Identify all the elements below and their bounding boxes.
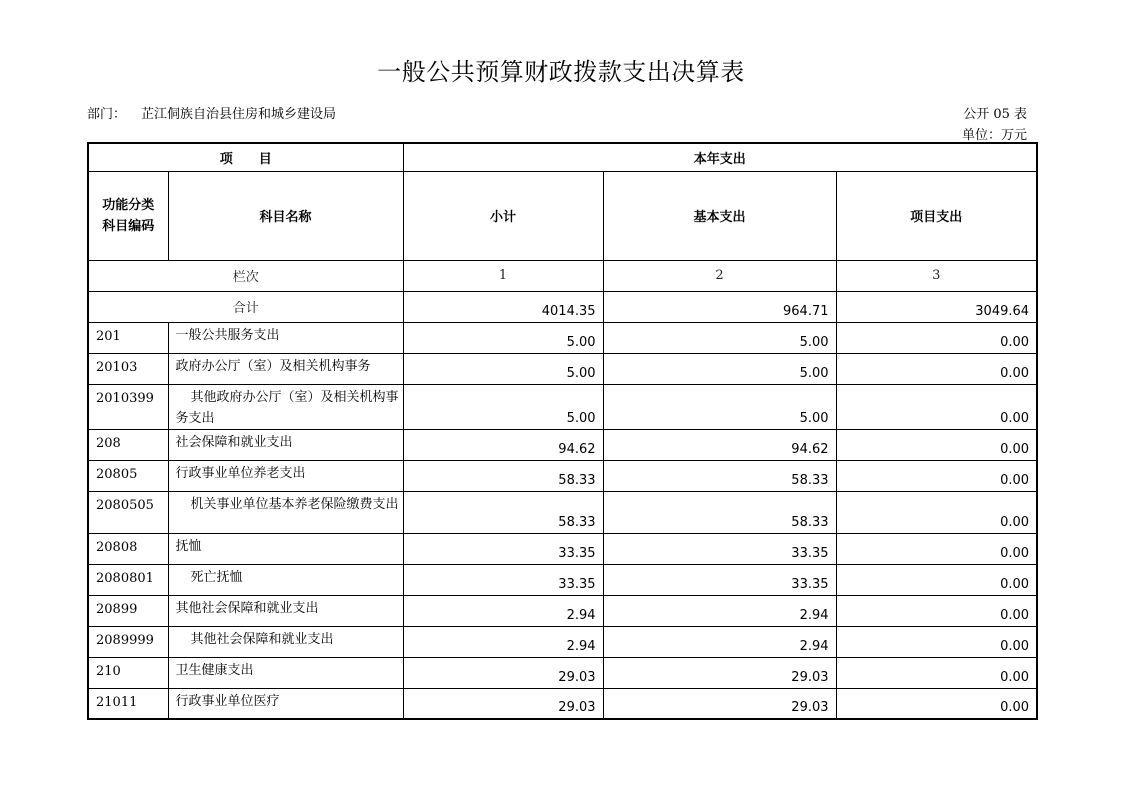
row-project: 0.00 [836, 460, 1037, 491]
row-basic: 29.03 [603, 688, 836, 719]
row-subtotal: 2.94 [403, 626, 603, 657]
row-code: 20808 [88, 533, 168, 564]
budget-table [87, 142, 1038, 720]
row-subject-name: 抚恤 [168, 533, 403, 564]
row-subtotal: 94.62 [403, 429, 603, 460]
row-subtotal: 2.94 [403, 595, 603, 626]
header-project: 项 目 [88, 143, 403, 171]
total-label: 合计 [88, 291, 403, 322]
row-basic: 58.33 [603, 460, 836, 491]
row-subject-name: 政府办公厅（室）及相关机构事务 [168, 353, 403, 384]
row-basic: 2.94 [603, 626, 836, 657]
column-number-1: 1 [403, 260, 603, 291]
table-row [88, 384, 1037, 429]
header-subject-name: 科目名称 [168, 171, 403, 260]
total-project: 3049.64 [836, 291, 1037, 322]
row-subject-name: 机关事业单位基本养老保险缴费支出 [168, 491, 403, 533]
row-subtotal: 33.35 [403, 564, 603, 595]
form-number: 公开 05 表 [963, 107, 1027, 122]
header-code-line2: 科目编码 [102, 218, 155, 234]
page-title: 一般公共预算财政拨款支出决算表 [377, 58, 745, 86]
row-project: 0.00 [836, 688, 1037, 719]
row-project: 0.00 [836, 353, 1037, 384]
table-row [88, 626, 1037, 657]
department-name: 芷江侗族自治县住房和城乡建设局 [141, 107, 337, 122]
table-row [88, 353, 1037, 384]
row-basic: 29.03 [603, 657, 836, 688]
row-basic: 58.33 [603, 491, 836, 533]
table-row [88, 429, 1037, 460]
row-subtotal: 58.33 [403, 491, 603, 533]
row-basic: 2.94 [603, 595, 836, 626]
row-basic: 33.35 [603, 533, 836, 564]
row-subtotal: 29.03 [403, 688, 603, 719]
row-code: 201 [88, 322, 168, 353]
row-basic: 5.00 [603, 384, 836, 429]
row-basic: 33.35 [603, 564, 836, 595]
table-row [88, 595, 1037, 626]
row-code: 20103 [88, 353, 168, 384]
row-code: 21011 [88, 688, 168, 719]
row-project: 0.00 [836, 322, 1037, 353]
row-basic: 5.00 [603, 322, 836, 353]
row-subtotal: 29.03 [403, 657, 603, 688]
column-number-3: 3 [836, 260, 1037, 291]
row-project: 0.00 [836, 657, 1037, 688]
row-basic: 5.00 [603, 353, 836, 384]
row-code: 2080505 [88, 491, 168, 533]
row-subtotal: 5.00 [403, 322, 603, 353]
row-project: 0.00 [836, 429, 1037, 460]
header-project-expense: 项目支出 [836, 171, 1037, 260]
row-subject-name: 其他社会保障和就业支出 [168, 626, 403, 657]
row-code: 20805 [88, 460, 168, 491]
row-subject-name: 行政事业单位医疗 [168, 688, 403, 719]
header-code-line1: 功能分类 [102, 197, 155, 213]
row-project: 0.00 [836, 626, 1037, 657]
header-row-1 [88, 143, 1037, 171]
row-subject-name: 一般公共服务支出 [168, 322, 403, 353]
row-code: 20899 [88, 595, 168, 626]
header-basic: 基本支出 [603, 171, 836, 260]
header-current-year: 本年支出 [403, 143, 1037, 171]
row-subtotal: 5.00 [403, 384, 603, 429]
row-code: 2010399 [88, 384, 168, 429]
row-project: 0.00 [836, 491, 1037, 533]
row-project: 0.00 [836, 384, 1037, 429]
table-row [88, 460, 1037, 491]
row-project: 0.00 [836, 564, 1037, 595]
row-project: 0.00 [836, 533, 1037, 564]
column-number-row [88, 260, 1037, 291]
row-subject-name: 卫生健康支出 [168, 657, 403, 688]
row-code: 2089999 [88, 626, 168, 657]
row-subject-name: 死亡抚恤 [168, 564, 403, 595]
table-row [88, 688, 1037, 719]
table-row [88, 491, 1037, 533]
column-number-label: 栏次 [88, 260, 403, 291]
row-code: 2080801 [88, 564, 168, 595]
header-row-2 [88, 171, 1037, 260]
table-row [88, 564, 1037, 595]
total-subtotal: 4014.35 [403, 291, 603, 322]
row-project: 0.00 [836, 595, 1037, 626]
table-row [88, 322, 1037, 353]
header-code [88, 171, 168, 260]
total-basic: 964.71 [603, 291, 836, 322]
row-subtotal: 5.00 [403, 353, 603, 384]
table-row [88, 533, 1037, 564]
row-subject-name: 其他政府办公厅（室）及相关机构事务支出 [168, 384, 403, 429]
row-basic: 94.62 [603, 429, 836, 460]
row-code: 210 [88, 657, 168, 688]
row-code: 208 [88, 429, 168, 460]
column-number-2: 2 [603, 260, 836, 291]
department-label: 部门： [87, 107, 127, 122]
unit-label: 单位：万元 [961, 128, 1027, 143]
row-subject-name: 社会保障和就业支出 [168, 429, 403, 460]
header-subtotal: 小计 [403, 171, 603, 260]
table-row [88, 657, 1037, 688]
row-subtotal: 33.35 [403, 533, 603, 564]
row-subject-name: 其他社会保障和就业支出 [168, 595, 403, 626]
row-subtotal: 58.33 [403, 460, 603, 491]
row-subject-name: 行政事业单位养老支出 [168, 460, 403, 491]
total-row [88, 291, 1037, 322]
